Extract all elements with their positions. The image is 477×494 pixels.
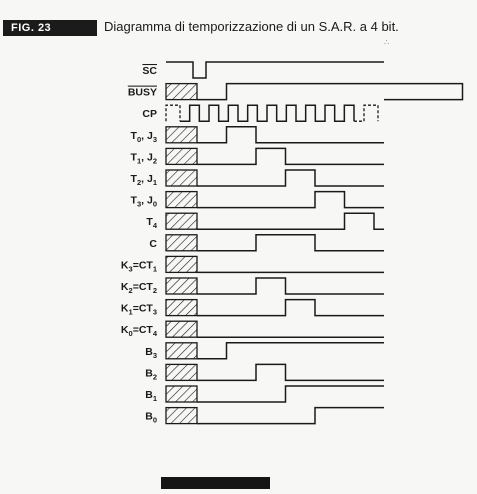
undefined-state-hatch	[166, 235, 197, 251]
signal-row-b1	[145, 386, 384, 403]
clock-dashed-end	[354, 105, 378, 121]
signal-label-busy: BUSY	[127, 86, 157, 99]
undefined-state-hatch	[166, 256, 197, 272]
undefined-state-hatch	[166, 343, 197, 359]
clock-waveform	[180, 105, 354, 121]
signal-row-sc	[142, 62, 384, 78]
undefined-state-hatch	[166, 170, 197, 186]
signal-label-sc: SC	[142, 65, 157, 77]
signal-row-t1j2	[131, 148, 384, 165]
undefined-state-hatch	[166, 192, 197, 208]
waveform-sc	[166, 62, 384, 78]
waveform-t4	[197, 213, 384, 229]
undefined-state-hatch	[166, 127, 197, 143]
signal-label-c: C	[149, 237, 157, 250]
clock-dashed-start	[166, 105, 180, 121]
waveform-t2j1	[197, 170, 384, 186]
signal-label-t3j0: $T_3$, $J_0$	[130, 194, 157, 209]
undefined-state-hatch	[166, 148, 197, 164]
signal-label-k0ct4: $K_0=CT_4$	[120, 324, 157, 339]
signal-label-t4: $T_4$	[146, 216, 157, 231]
signal-row-b0	[145, 408, 384, 425]
signal-row-k3ct1	[121, 256, 384, 273]
signal-label-b2: $B_2$	[145, 367, 157, 382]
waveform-b1	[197, 386, 384, 402]
waveform-busy	[197, 84, 463, 100]
signal-label-k2ct2: $K_2=CT_2$	[120, 281, 157, 295]
waveform-b2	[197, 364, 384, 380]
scan-mark: ∴	[384, 38, 390, 47]
signal-row-k1ct3	[121, 300, 384, 317]
signal-label-b0: $B_0$	[145, 410, 157, 425]
signal-label-b1: $B_1$	[145, 389, 157, 403]
figure-title: Diagramma di temporizzazione di un S.A.R. a 4 bit.	[104, 19, 399, 34]
signal-row-cp	[142, 105, 378, 121]
undefined-state-hatch	[166, 278, 197, 294]
signal-row-t0j3	[131, 127, 384, 144]
signal-row-b3	[145, 343, 384, 360]
undefined-state-hatch	[166, 321, 197, 337]
undefined-state-hatch	[166, 386, 197, 402]
waveform-k1ct3	[197, 300, 384, 316]
waveform-t1j2	[197, 148, 384, 164]
undefined-state-hatch	[166, 364, 197, 380]
undefined-state-hatch	[166, 213, 197, 229]
figure-tag: FIG. 23	[3, 20, 97, 36]
signal-label-b3: $B_3$	[145, 345, 157, 360]
signal-label-t0j3: $T_0$, $J_3$	[130, 129, 157, 144]
waveform-t3j0	[197, 192, 384, 208]
page-number-bar	[161, 477, 270, 489]
signal-row-c	[149, 235, 384, 251]
waveform-k2ct2	[197, 278, 384, 294]
signal-row-b2	[145, 364, 384, 381]
signal-label-k3ct1: $K_3=CT_1$	[120, 259, 157, 274]
signal-row-busy	[128, 84, 463, 100]
signal-row-k2ct2	[121, 278, 384, 295]
signal-row-k0ct4	[121, 321, 384, 338]
signal-row-t3j0	[131, 192, 384, 209]
waveform-t0j3	[197, 127, 384, 143]
signal-label-cp: CP	[142, 108, 157, 121]
undefined-state-hatch	[166, 84, 197, 100]
waveform-c	[197, 235, 384, 251]
signal-label-t1j2: $T_1$, $J_2$	[130, 151, 157, 166]
waveform-b3	[197, 343, 384, 359]
waveform-b0	[197, 408, 384, 424]
undefined-state-hatch	[166, 300, 197, 316]
signal-label-t2j1: $T_2$, $J_1$	[130, 173, 157, 187]
signal-label-k1ct3: $K_1=CT_3$	[120, 302, 157, 317]
signal-row-t4	[146, 213, 384, 230]
signal-row-t2j1	[131, 170, 384, 187]
undefined-state-hatch	[166, 408, 197, 424]
